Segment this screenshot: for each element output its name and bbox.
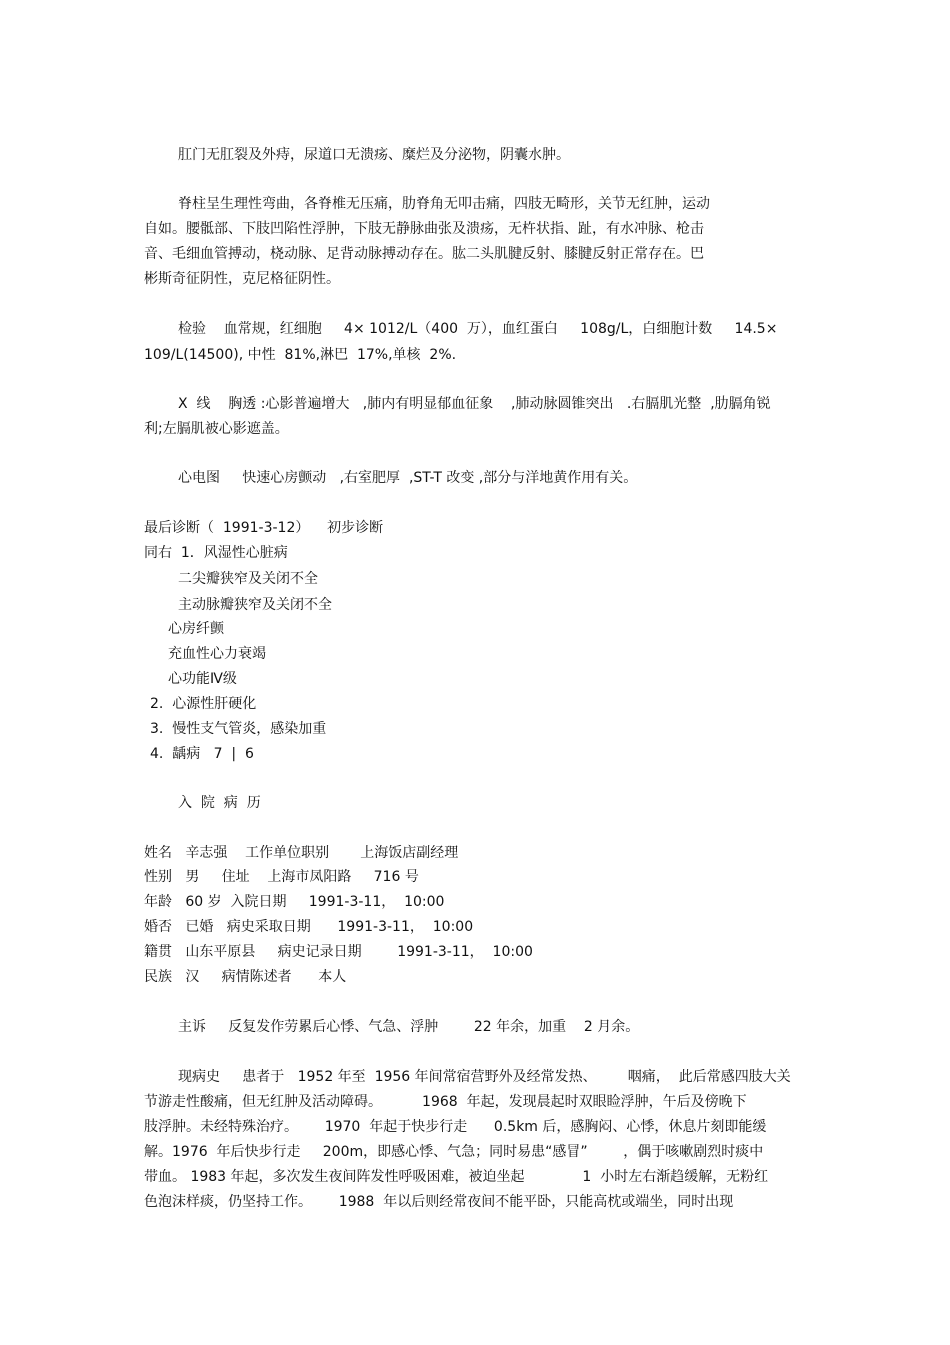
- spine-exam-line-1: 脊柱呈生理性弯曲，各脊椎无压痛，肋脊角无叩击痛，四肢无畸形，关节无红肿，运动: [178, 196, 710, 212]
- diagnosis-item: 二尖瓣狭窄及关闭不全: [178, 571, 318, 587]
- xray-exam-line-2: 利;左膈肌被心影遮盖。: [144, 421, 289, 437]
- patient-info-line: 性别 男 住址 上海市凤阳路 716 号: [144, 869, 419, 885]
- present-history-line: 带血。 1983 年起，多次发生夜间阵发性呼吸困难，被迫坐起 1 小时左右渐趋缓解，无粉红: [144, 1169, 769, 1185]
- admission-title: 入 院 病 历: [178, 795, 261, 811]
- xray-exam-line-1: X 线 胸透 :心影普遍增大 ,肺内有明显郁血征象 ,肺动脉圆锥突出 .右膈肌光整 ,肋膈角锐: [178, 396, 771, 412]
- patient-info-line: 年龄 60 岁 入院日期 1991-3-11， 10:00: [144, 894, 445, 910]
- diagnosis-item: 主动脉瓣狭窄及关闭不全: [178, 597, 332, 613]
- diagnosis-item: 充血性心力衰竭: [168, 646, 266, 662]
- diagnosis-item: 心功能Ⅳ级: [168, 671, 237, 687]
- diagnosis-item: 心房纤颤: [168, 621, 224, 637]
- spine-exam-line-3: 音、毛细血管搏动，桡动脉、足背动脉搏动存在。肱二头肌腱反射、膝腱反射正常存在。巴: [144, 246, 704, 262]
- patient-info-line: 籍贯 山东平原县 病史记录日期 1991-3-11， 10:00: [144, 944, 533, 960]
- patient-info-line: 民族 汉 病情陈述者 本人: [144, 969, 347, 985]
- patient-info-line: 姓名 辛志强 工作单位职别 上海饭店副经理: [144, 845, 459, 861]
- present-history-line: 肢浮肿。未经特殊治疗。 1970 年起于快步行走 0.5km 后，感胸闷、心悸，休息片刻即能缓: [144, 1119, 767, 1135]
- diagnosis-title: 最后诊断（ 1991-3-12） 初步诊断: [144, 520, 384, 536]
- patient-info-line: 婚否 已婚 病史采取日期 1991-3-11， 10:00: [144, 919, 474, 935]
- diagnosis-item: 同右 1．风湿性心脏病: [144, 545, 288, 561]
- ecg-exam-line: 心电图 快速心房颤动 ,右室肥厚 ,ST-T 改变 ,部分与洋地黄作用有关。: [178, 470, 638, 486]
- lab-exam-line-2: 109/L(14500), 中性 81%,淋巴 17%,单核 2%.: [144, 347, 457, 363]
- present-history-line: 色泡沫样痰，仍坚持工作。 1988 年以后则经常夜间不能平卧，只能高枕或端坐，同时出现: [144, 1194, 734, 1210]
- diagnosis-item: 2. 心源性肝硬化: [150, 696, 257, 712]
- present-history-line: 现病史 患者于 1952 年至 1956 年间常宿营野外及经常发热、 咽痛， 此后常感四肢大关: [178, 1069, 791, 1085]
- lab-exam-line-1: 检验 血常规，红细胞 4× 1012/L（400 万），血红蛋白 108g/L，白细胞计数 14.5×: [178, 321, 778, 337]
- present-history-line: 节游走性酸痛，但无红肿及活动障碍。 1968 年起，发现晨起时双眼睑浮肿，午后及傍晚下: [144, 1094, 747, 1110]
- spine-exam-line-4: 彬斯奇征阴性，克尼格征阴性。: [144, 271, 340, 287]
- chief-complaint: 主诉 反复发作劳累后心悸、气急、浮肿 22 年余，加重 2 月余。: [178, 1019, 640, 1035]
- anus-exam-line: 肛门无肛裂及外痔，尿道口无溃疡、糜烂及分泌物，阴囊水肿。: [178, 147, 570, 163]
- diagnosis-item: 4. 龋病 7 | 6: [150, 746, 254, 762]
- diagnosis-item: 3. 慢性支气管炎，感染加重: [150, 721, 327, 737]
- present-history-line: 解。1976 年后快步行走 200m，即感心悸、气急；同时易患“感冒” ，偶于咳嗽剧烈时痰中: [144, 1144, 764, 1160]
- spine-exam-line-2: 自如。腰骶部、下肢凹陷性浮肿，下肢无静脉曲张及溃疡，无杵状指、趾，有水冲脉、枪击: [144, 221, 704, 237]
